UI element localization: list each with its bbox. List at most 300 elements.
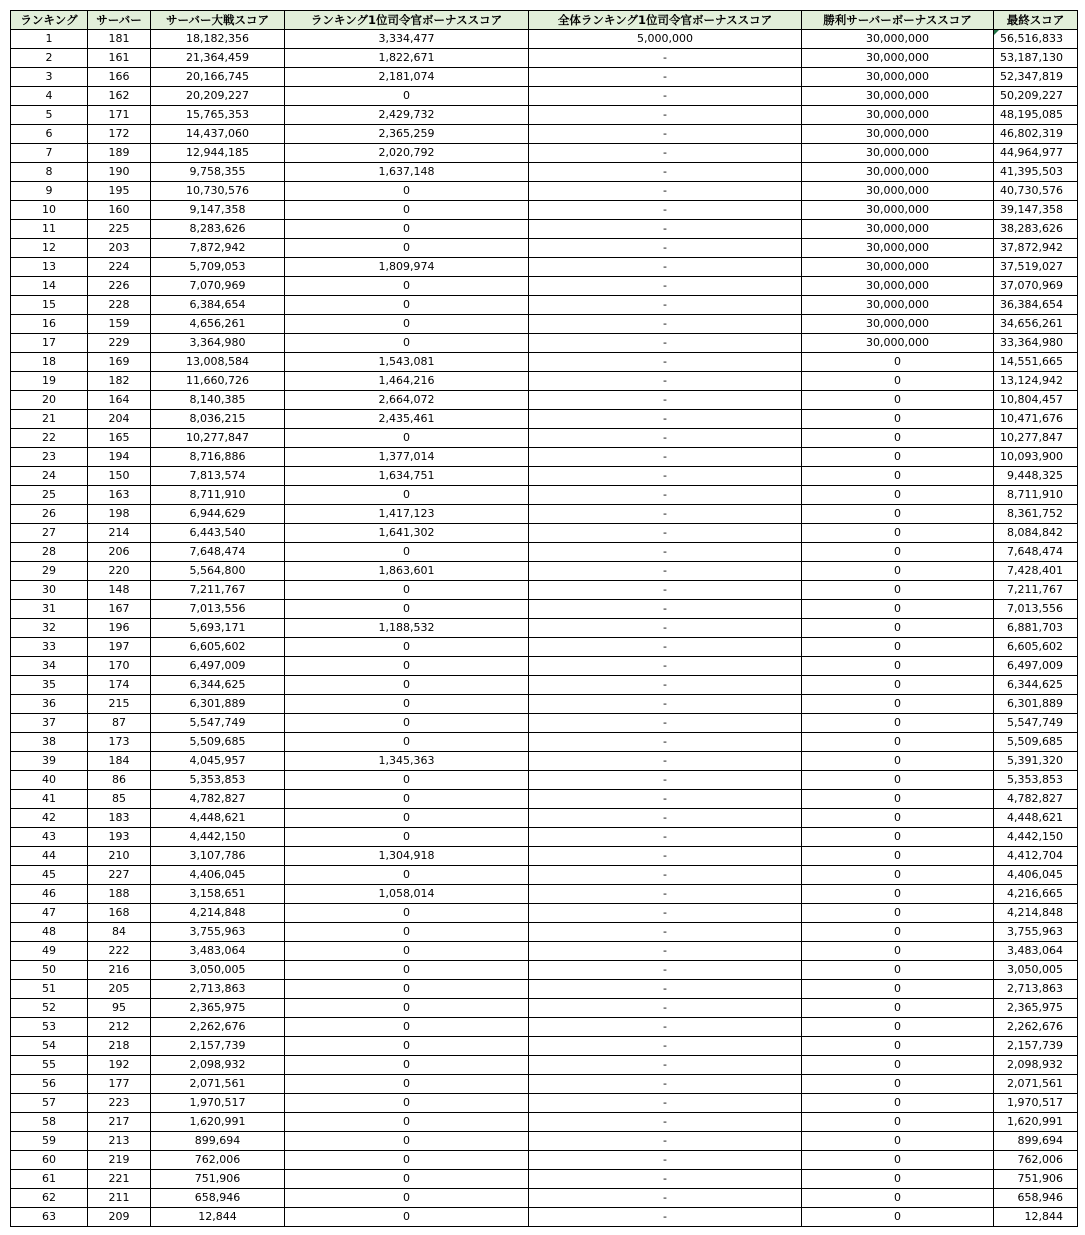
cell-server[interactable]: 213 (88, 1132, 151, 1151)
cell-ranking[interactable]: 56 (11, 1075, 88, 1094)
cell-server-war-score[interactable]: 3,364,980 (151, 334, 285, 353)
cell-final-score[interactable]: 50,209,227 (994, 87, 1078, 106)
cell-ranking-first-bonus[interactable]: 0 (285, 239, 529, 258)
cell-ranking[interactable]: 22 (11, 429, 88, 448)
cell-ranking-first-bonus[interactable]: 0 (285, 790, 529, 809)
cell-server-war-score[interactable]: 3,050,005 (151, 961, 285, 980)
cell-server-war-score[interactable]: 5,564,800 (151, 562, 285, 581)
cell-final-score[interactable]: 5,391,320 (994, 752, 1078, 771)
cell-ranking-first-bonus[interactable]: 0 (285, 771, 529, 790)
cell-ranking-first-bonus[interactable]: 0 (285, 182, 529, 201)
cell-ranking-first-bonus[interactable]: 0 (285, 1037, 529, 1056)
cell-server-war-score[interactable]: 14,437,060 (151, 125, 285, 144)
cell-ranking-first-bonus[interactable]: 0 (285, 980, 529, 999)
cell-overall-first-bonus[interactable]: - (529, 125, 802, 144)
cell-ranking-first-bonus[interactable]: 2,020,792 (285, 144, 529, 163)
cell-winning-server-bonus[interactable]: 0 (802, 1170, 994, 1189)
cell-server[interactable]: 196 (88, 619, 151, 638)
cell-server[interactable]: 174 (88, 676, 151, 695)
cell-overall-first-bonus[interactable]: - (529, 1113, 802, 1132)
cell-server-war-score[interactable]: 8,716,886 (151, 448, 285, 467)
cell-server[interactable]: 227 (88, 866, 151, 885)
cell-ranking-first-bonus[interactable]: 1,377,014 (285, 448, 529, 467)
header-server[interactable]: サーバー (88, 11, 151, 30)
cell-server-war-score[interactable]: 2,713,863 (151, 980, 285, 999)
cell-winning-server-bonus[interactable]: 30,000,000 (802, 87, 994, 106)
cell-server[interactable]: 228 (88, 296, 151, 315)
cell-ranking[interactable]: 34 (11, 657, 88, 676)
cell-ranking-first-bonus[interactable]: 0 (285, 486, 529, 505)
cell-ranking-first-bonus[interactable]: 0 (285, 1132, 529, 1151)
cell-winning-server-bonus[interactable]: 0 (802, 543, 994, 562)
cell-final-score[interactable]: 2,365,975 (994, 999, 1078, 1018)
cell-ranking[interactable]: 35 (11, 676, 88, 695)
cell-final-score[interactable]: 5,353,853 (994, 771, 1078, 790)
cell-winning-server-bonus[interactable]: 0 (802, 1075, 994, 1094)
cell-ranking[interactable]: 44 (11, 847, 88, 866)
cell-server-war-score[interactable]: 15,765,353 (151, 106, 285, 125)
cell-ranking[interactable]: 58 (11, 1113, 88, 1132)
cell-ranking[interactable]: 19 (11, 372, 88, 391)
cell-final-score[interactable]: 4,412,704 (994, 847, 1078, 866)
cell-ranking[interactable]: 28 (11, 543, 88, 562)
header-final-score[interactable]: 最終スコア (994, 11, 1078, 30)
cell-final-score[interactable]: 762,006 (994, 1151, 1078, 1170)
cell-overall-first-bonus[interactable]: - (529, 277, 802, 296)
cell-server-war-score[interactable]: 2,365,975 (151, 999, 285, 1018)
cell-server[interactable]: 177 (88, 1075, 151, 1094)
cell-ranking-first-bonus[interactable]: 1,058,014 (285, 885, 529, 904)
cell-final-score[interactable]: 3,755,963 (994, 923, 1078, 942)
cell-server-war-score[interactable]: 8,711,910 (151, 486, 285, 505)
cell-winning-server-bonus[interactable]: 0 (802, 942, 994, 961)
cell-winning-server-bonus[interactable]: 0 (802, 1189, 994, 1208)
cell-server-war-score[interactable]: 10,277,847 (151, 429, 285, 448)
cell-overall-first-bonus[interactable]: - (529, 49, 802, 68)
cell-server-war-score[interactable]: 2,098,932 (151, 1056, 285, 1075)
cell-ranking-first-bonus[interactable]: 0 (285, 1113, 529, 1132)
cell-ranking-first-bonus[interactable]: 0 (285, 296, 529, 315)
cell-server-war-score[interactable]: 7,648,474 (151, 543, 285, 562)
cell-overall-first-bonus[interactable]: - (529, 695, 802, 714)
cell-ranking[interactable]: 51 (11, 980, 88, 999)
cell-ranking-first-bonus[interactable]: 0 (285, 1208, 529, 1227)
cell-overall-first-bonus[interactable]: - (529, 372, 802, 391)
cell-server[interactable]: 86 (88, 771, 151, 790)
cell-ranking[interactable]: 9 (11, 182, 88, 201)
cell-winning-server-bonus[interactable]: 0 (802, 1113, 994, 1132)
cell-winning-server-bonus[interactable]: 30,000,000 (802, 277, 994, 296)
cell-server-war-score[interactable]: 11,660,726 (151, 372, 285, 391)
cell-overall-first-bonus[interactable]: - (529, 486, 802, 505)
cell-ranking[interactable]: 55 (11, 1056, 88, 1075)
cell-winning-server-bonus[interactable]: 0 (802, 1132, 994, 1151)
cell-winning-server-bonus[interactable]: 0 (802, 733, 994, 752)
cell-server-war-score[interactable]: 658,946 (151, 1189, 285, 1208)
cell-overall-first-bonus[interactable]: - (529, 1151, 802, 1170)
cell-server[interactable]: 224 (88, 258, 151, 277)
cell-overall-first-bonus[interactable]: - (529, 1170, 802, 1189)
cell-server[interactable]: 188 (88, 885, 151, 904)
cell-final-score[interactable]: 3,483,064 (994, 942, 1078, 961)
cell-ranking-first-bonus[interactable]: 0 (285, 87, 529, 106)
cell-overall-first-bonus[interactable]: - (529, 429, 802, 448)
cell-server-war-score[interactable]: 5,547,749 (151, 714, 285, 733)
cell-overall-first-bonus[interactable]: - (529, 714, 802, 733)
cell-overall-first-bonus[interactable]: - (529, 163, 802, 182)
cell-ranking[interactable]: 37 (11, 714, 88, 733)
cell-final-score[interactable]: 14,551,665 (994, 353, 1078, 372)
cell-overall-first-bonus[interactable]: - (529, 182, 802, 201)
cell-server-war-score[interactable]: 3,483,064 (151, 942, 285, 961)
cell-overall-first-bonus[interactable]: - (529, 752, 802, 771)
cell-winning-server-bonus[interactable]: 0 (802, 562, 994, 581)
cell-server[interactable]: 229 (88, 334, 151, 353)
cell-ranking[interactable]: 43 (11, 828, 88, 847)
cell-ranking-first-bonus[interactable]: 0 (285, 543, 529, 562)
cell-ranking[interactable]: 1 (11, 30, 88, 49)
cell-final-score[interactable]: 39,147,358 (994, 201, 1078, 220)
cell-ranking-first-bonus[interactable]: 0 (285, 923, 529, 942)
cell-final-score[interactable]: 10,277,847 (994, 429, 1078, 448)
cell-ranking[interactable]: 6 (11, 125, 88, 144)
cell-overall-first-bonus[interactable]: - (529, 239, 802, 258)
cell-server-war-score[interactable]: 13,008,584 (151, 353, 285, 372)
cell-ranking[interactable]: 38 (11, 733, 88, 752)
cell-winning-server-bonus[interactable]: 30,000,000 (802, 315, 994, 334)
cell-server-war-score[interactable]: 7,813,574 (151, 467, 285, 486)
cell-server[interactable]: 225 (88, 220, 151, 239)
cell-ranking-first-bonus[interactable]: 0 (285, 657, 529, 676)
cell-ranking[interactable]: 21 (11, 410, 88, 429)
cell-ranking[interactable]: 57 (11, 1094, 88, 1113)
cell-ranking-first-bonus[interactable]: 0 (285, 809, 529, 828)
cell-server[interactable]: 162 (88, 87, 151, 106)
cell-ranking-first-bonus[interactable]: 1,863,601 (285, 562, 529, 581)
cell-final-score[interactable]: 37,519,027 (994, 258, 1078, 277)
cell-final-score[interactable]: 4,406,045 (994, 866, 1078, 885)
cell-server-war-score[interactable]: 7,211,767 (151, 581, 285, 600)
cell-ranking[interactable]: 41 (11, 790, 88, 809)
cell-winning-server-bonus[interactable]: 0 (802, 1056, 994, 1075)
cell-ranking-first-bonus[interactable]: 0 (285, 638, 529, 657)
cell-ranking-first-bonus[interactable]: 0 (285, 866, 529, 885)
header-server-war-score[interactable]: サーバー大戦スコア (151, 11, 285, 30)
cell-overall-first-bonus[interactable]: - (529, 828, 802, 847)
cell-server-war-score[interactable]: 8,140,385 (151, 391, 285, 410)
cell-ranking-first-bonus[interactable]: 2,429,732 (285, 106, 529, 125)
cell-ranking-first-bonus[interactable]: 1,345,363 (285, 752, 529, 771)
cell-ranking[interactable]: 31 (11, 600, 88, 619)
cell-winning-server-bonus[interactable]: 0 (802, 866, 994, 885)
cell-winning-server-bonus[interactable]: 30,000,000 (802, 30, 994, 49)
cell-server-war-score[interactable]: 5,693,171 (151, 619, 285, 638)
cell-server-war-score[interactable]: 4,406,045 (151, 866, 285, 885)
cell-server[interactable]: 161 (88, 49, 151, 68)
cell-winning-server-bonus[interactable]: 0 (802, 1151, 994, 1170)
cell-server-war-score[interactable]: 4,442,150 (151, 828, 285, 847)
cell-ranking[interactable]: 27 (11, 524, 88, 543)
cell-final-score[interactable]: 33,364,980 (994, 334, 1078, 353)
cell-server[interactable]: 214 (88, 524, 151, 543)
cell-ranking[interactable]: 10 (11, 201, 88, 220)
cell-final-score[interactable]: 53,187,130 (994, 49, 1078, 68)
cell-ranking-first-bonus[interactable]: 2,181,074 (285, 68, 529, 87)
cell-server[interactable]: 198 (88, 505, 151, 524)
cell-server[interactable]: 170 (88, 657, 151, 676)
cell-final-score[interactable]: 658,946 (994, 1189, 1078, 1208)
cell-overall-first-bonus[interactable]: - (529, 201, 802, 220)
cell-server[interactable]: 219 (88, 1151, 151, 1170)
header-winning-server-bonus[interactable]: 勝利サーバーボーナススコア (802, 11, 994, 30)
cell-final-score[interactable]: 56,516,833 (994, 30, 1078, 49)
cell-ranking[interactable]: 52 (11, 999, 88, 1018)
cell-server[interactable]: 160 (88, 201, 151, 220)
cell-ranking[interactable]: 30 (11, 581, 88, 600)
cell-final-score[interactable]: 8,711,910 (994, 486, 1078, 505)
cell-server-war-score[interactable]: 1,620,991 (151, 1113, 285, 1132)
cell-server[interactable]: 210 (88, 847, 151, 866)
cell-server[interactable]: 183 (88, 809, 151, 828)
cell-ranking[interactable]: 14 (11, 277, 88, 296)
cell-final-score[interactable]: 2,157,739 (994, 1037, 1078, 1056)
cell-overall-first-bonus[interactable]: - (529, 562, 802, 581)
cell-ranking[interactable]: 54 (11, 1037, 88, 1056)
cell-server[interactable]: 167 (88, 600, 151, 619)
cell-ranking[interactable]: 53 (11, 1018, 88, 1037)
cell-overall-first-bonus[interactable]: - (529, 657, 802, 676)
cell-ranking[interactable]: 45 (11, 866, 88, 885)
cell-ranking-first-bonus[interactable]: 1,464,216 (285, 372, 529, 391)
cell-server-war-score[interactable]: 5,709,053 (151, 258, 285, 277)
cell-overall-first-bonus[interactable]: - (529, 923, 802, 942)
cell-ranking-first-bonus[interactable]: 0 (285, 1189, 529, 1208)
cell-final-score[interactable]: 6,301,889 (994, 695, 1078, 714)
cell-overall-first-bonus[interactable]: - (529, 885, 802, 904)
cell-server-war-score[interactable]: 6,944,629 (151, 505, 285, 524)
cell-server[interactable]: 166 (88, 68, 151, 87)
cell-winning-server-bonus[interactable]: 0 (802, 961, 994, 980)
cell-final-score[interactable]: 37,070,969 (994, 277, 1078, 296)
cell-ranking-first-bonus[interactable]: 1,188,532 (285, 619, 529, 638)
cell-ranking[interactable]: 7 (11, 144, 88, 163)
cell-ranking[interactable]: 23 (11, 448, 88, 467)
cell-server[interactable]: 204 (88, 410, 151, 429)
cell-server-war-score[interactable]: 3,107,786 (151, 847, 285, 866)
cell-winning-server-bonus[interactable]: 30,000,000 (802, 201, 994, 220)
cell-ranking-first-bonus[interactable]: 3,334,477 (285, 30, 529, 49)
cell-winning-server-bonus[interactable]: 0 (802, 1208, 994, 1227)
cell-overall-first-bonus[interactable]: - (529, 619, 802, 638)
cell-winning-server-bonus[interactable]: 0 (802, 695, 994, 714)
cell-final-score[interactable]: 4,448,621 (994, 809, 1078, 828)
cell-server-war-score[interactable]: 20,209,227 (151, 87, 285, 106)
cell-ranking[interactable]: 62 (11, 1189, 88, 1208)
cell-overall-first-bonus[interactable]: - (529, 771, 802, 790)
cell-final-score[interactable]: 12,844 (994, 1208, 1078, 1227)
cell-ranking-first-bonus[interactable]: 0 (285, 942, 529, 961)
cell-winning-server-bonus[interactable]: 0 (802, 391, 994, 410)
cell-overall-first-bonus[interactable]: - (529, 1037, 802, 1056)
cell-overall-first-bonus[interactable]: - (529, 1056, 802, 1075)
cell-final-score[interactable]: 7,211,767 (994, 581, 1078, 600)
cell-overall-first-bonus[interactable]: - (529, 410, 802, 429)
cell-server[interactable]: 205 (88, 980, 151, 999)
cell-ranking[interactable]: 11 (11, 220, 88, 239)
cell-ranking-first-bonus[interactable]: 0 (285, 1018, 529, 1037)
cell-winning-server-bonus[interactable]: 0 (802, 429, 994, 448)
cell-ranking-first-bonus[interactable]: 1,304,918 (285, 847, 529, 866)
cell-server[interactable]: 192 (88, 1056, 151, 1075)
cell-final-score[interactable]: 5,509,685 (994, 733, 1078, 752)
cell-server-war-score[interactable]: 20,166,745 (151, 68, 285, 87)
cell-overall-first-bonus[interactable]: - (529, 524, 802, 543)
cell-winning-server-bonus[interactable]: 0 (802, 448, 994, 467)
cell-overall-first-bonus[interactable]: - (529, 1132, 802, 1151)
cell-ranking-first-bonus[interactable]: 0 (285, 714, 529, 733)
cell-server[interactable]: 194 (88, 448, 151, 467)
cell-final-score[interactable]: 46,802,319 (994, 125, 1078, 144)
cell-final-score[interactable]: 10,804,457 (994, 391, 1078, 410)
header-ranking-first-commander-bonus[interactable]: ランキング1位司令官ボーナススコア (285, 11, 529, 30)
cell-final-score[interactable]: 2,098,932 (994, 1056, 1078, 1075)
cell-final-score[interactable]: 6,497,009 (994, 657, 1078, 676)
cell-ranking-first-bonus[interactable]: 2,664,072 (285, 391, 529, 410)
cell-final-score[interactable]: 52,347,819 (994, 68, 1078, 87)
cell-overall-first-bonus[interactable]: - (529, 106, 802, 125)
cell-server-war-score[interactable]: 2,071,561 (151, 1075, 285, 1094)
cell-server-war-score[interactable]: 6,301,889 (151, 695, 285, 714)
cell-winning-server-bonus[interactable]: 0 (802, 980, 994, 999)
cell-ranking[interactable]: 8 (11, 163, 88, 182)
cell-server-war-score[interactable]: 6,384,654 (151, 296, 285, 315)
cell-server-war-score[interactable]: 6,443,540 (151, 524, 285, 543)
cell-ranking-first-bonus[interactable]: 0 (285, 904, 529, 923)
cell-ranking[interactable]: 32 (11, 619, 88, 638)
cell-overall-first-bonus[interactable]: - (529, 581, 802, 600)
cell-final-score[interactable]: 6,881,703 (994, 619, 1078, 638)
cell-winning-server-bonus[interactable]: 30,000,000 (802, 125, 994, 144)
cell-final-score[interactable]: 5,547,749 (994, 714, 1078, 733)
cell-server[interactable]: 218 (88, 1037, 151, 1056)
cell-overall-first-bonus[interactable]: - (529, 600, 802, 619)
cell-winning-server-bonus[interactable]: 0 (802, 505, 994, 524)
cell-ranking[interactable]: 63 (11, 1208, 88, 1227)
cell-server[interactable]: 216 (88, 961, 151, 980)
cell-winning-server-bonus[interactable]: 0 (802, 657, 994, 676)
cell-server[interactable]: 159 (88, 315, 151, 334)
cell-ranking-first-bonus[interactable]: 0 (285, 828, 529, 847)
cell-server[interactable]: 197 (88, 638, 151, 657)
cell-final-score[interactable]: 8,361,752 (994, 505, 1078, 524)
cell-final-score[interactable]: 6,605,602 (994, 638, 1078, 657)
cell-winning-server-bonus[interactable]: 0 (802, 828, 994, 847)
cell-overall-first-bonus[interactable]: - (529, 315, 802, 334)
cell-ranking[interactable]: 25 (11, 486, 88, 505)
cell-overall-first-bonus[interactable]: - (529, 809, 802, 828)
cell-server-war-score[interactable]: 4,656,261 (151, 315, 285, 334)
cell-server[interactable]: 84 (88, 923, 151, 942)
cell-server-war-score[interactable]: 7,013,556 (151, 600, 285, 619)
cell-overall-first-bonus[interactable]: - (529, 1094, 802, 1113)
cell-overall-first-bonus[interactable]: - (529, 999, 802, 1018)
cell-server-war-score[interactable]: 12,844 (151, 1208, 285, 1227)
cell-winning-server-bonus[interactable]: 30,000,000 (802, 296, 994, 315)
cell-final-score[interactable]: 899,694 (994, 1132, 1078, 1151)
cell-ranking-first-bonus[interactable]: 0 (285, 220, 529, 239)
cell-final-score[interactable]: 2,262,676 (994, 1018, 1078, 1037)
cell-ranking[interactable]: 12 (11, 239, 88, 258)
cell-winning-server-bonus[interactable]: 0 (802, 999, 994, 1018)
cell-server[interactable]: 220 (88, 562, 151, 581)
cell-server-war-score[interactable]: 10,730,576 (151, 182, 285, 201)
cell-ranking[interactable]: 24 (11, 467, 88, 486)
cell-final-score[interactable]: 6,344,625 (994, 676, 1078, 695)
cell-overall-first-bonus[interactable]: 5,000,000 (529, 30, 802, 49)
cell-server-war-score[interactable]: 7,070,969 (151, 277, 285, 296)
cell-winning-server-bonus[interactable]: 0 (802, 714, 994, 733)
cell-server[interactable]: 181 (88, 30, 151, 49)
cell-ranking[interactable]: 42 (11, 809, 88, 828)
cell-winning-server-bonus[interactable]: 30,000,000 (802, 106, 994, 125)
cell-winning-server-bonus[interactable]: 0 (802, 885, 994, 904)
cell-server[interactable]: 85 (88, 790, 151, 809)
cell-final-score[interactable]: 9,448,325 (994, 467, 1078, 486)
cell-overall-first-bonus[interactable]: - (529, 1208, 802, 1227)
cell-server[interactable]: 217 (88, 1113, 151, 1132)
cell-final-score[interactable]: 38,283,626 (994, 220, 1078, 239)
cell-server[interactable]: 172 (88, 125, 151, 144)
cell-overall-first-bonus[interactable]: - (529, 391, 802, 410)
cell-server[interactable]: 169 (88, 353, 151, 372)
cell-winning-server-bonus[interactable]: 0 (802, 847, 994, 866)
cell-server-war-score[interactable]: 762,006 (151, 1151, 285, 1170)
cell-final-score[interactable]: 1,970,517 (994, 1094, 1078, 1113)
cell-server[interactable]: 195 (88, 182, 151, 201)
cell-final-score[interactable]: 2,071,561 (994, 1075, 1078, 1094)
cell-winning-server-bonus[interactable]: 0 (802, 809, 994, 828)
cell-ranking[interactable]: 29 (11, 562, 88, 581)
cell-server[interactable]: 209 (88, 1208, 151, 1227)
cell-final-score[interactable]: 7,648,474 (994, 543, 1078, 562)
cell-server-war-score[interactable]: 4,448,621 (151, 809, 285, 828)
cell-winning-server-bonus[interactable]: 0 (802, 752, 994, 771)
cell-ranking-first-bonus[interactable]: 0 (285, 676, 529, 695)
cell-final-score[interactable]: 4,782,827 (994, 790, 1078, 809)
cell-server-war-score[interactable]: 8,283,626 (151, 220, 285, 239)
cell-ranking-first-bonus[interactable]: 0 (285, 695, 529, 714)
cell-winning-server-bonus[interactable]: 0 (802, 410, 994, 429)
cell-ranking[interactable]: 33 (11, 638, 88, 657)
cell-server[interactable]: 212 (88, 1018, 151, 1037)
cell-ranking-first-bonus[interactable]: 1,809,974 (285, 258, 529, 277)
cell-overall-first-bonus[interactable]: - (529, 866, 802, 885)
cell-overall-first-bonus[interactable]: - (529, 847, 802, 866)
cell-ranking[interactable]: 16 (11, 315, 88, 334)
cell-server-war-score[interactable]: 751,906 (151, 1170, 285, 1189)
cell-ranking-first-bonus[interactable]: 2,365,259 (285, 125, 529, 144)
cell-ranking[interactable]: 50 (11, 961, 88, 980)
cell-overall-first-bonus[interactable]: - (529, 220, 802, 239)
cell-server[interactable]: 87 (88, 714, 151, 733)
cell-server[interactable]: 95 (88, 999, 151, 1018)
cell-server-war-score[interactable]: 6,605,602 (151, 638, 285, 657)
cell-ranking[interactable]: 46 (11, 885, 88, 904)
cell-winning-server-bonus[interactable]: 0 (802, 638, 994, 657)
cell-ranking-first-bonus[interactable]: 0 (285, 429, 529, 448)
cell-final-score[interactable]: 36,384,654 (994, 296, 1078, 315)
cell-server[interactable]: 222 (88, 942, 151, 961)
